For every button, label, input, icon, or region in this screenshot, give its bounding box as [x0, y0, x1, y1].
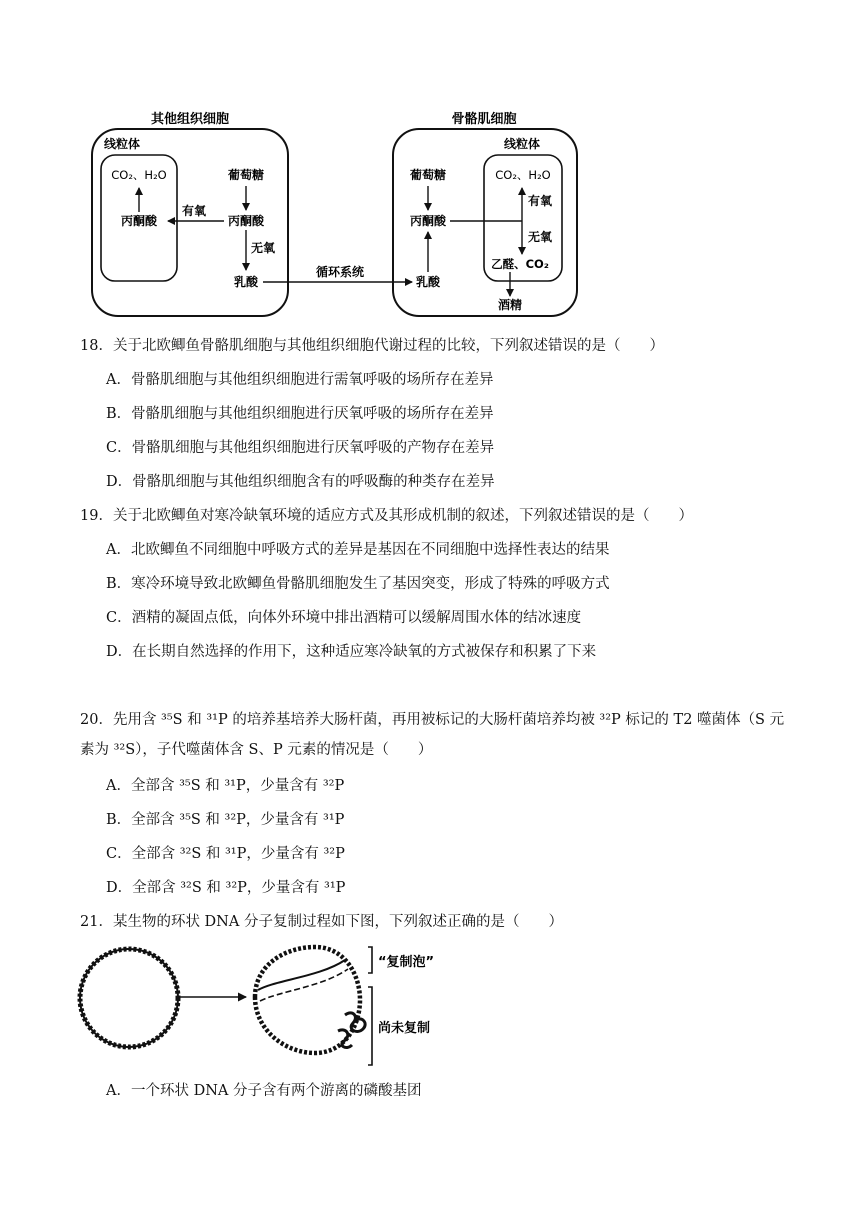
right-pyruvate: 丙酮酸 [409, 214, 447, 228]
dna-replication-diagram [0, 935, 860, 1075]
q20-option-a: A．全部含 ³⁵S 和 ³¹P，少量含有 ³²P [106, 778, 345, 794]
left-lactate: 乳酸 [233, 275, 259, 289]
replicating-dna [255, 947, 360, 1053]
q20-option-b: B．全部含 ³⁵S 和 ³²P，少量含有 ³¹P [106, 812, 345, 828]
right-acetaldehyde-co2: 乙醛、CO₂ [491, 257, 549, 271]
supercoil [338, 1013, 365, 1048]
q19-option-c: C．酒精的凝固点低，向体外环境中排出酒精可以缓解周围水体的结冰速度 [106, 610, 582, 626]
q21-option-a: A．一个环状 DNA 分子含有两个游离的磷酸基团 [106, 1083, 422, 1099]
q18-option-d: D．骨骼肌细胞与其他组织细胞含有的呼吸酶的种类存在差异 [106, 474, 495, 490]
circulation-label: 循环系统 [315, 265, 365, 279]
left-pyruvate-inner: 丙酮酸 [120, 214, 158, 228]
left-anaerobic-label: 无氧 [250, 241, 276, 255]
left-aerobic-label: 有氧 [181, 204, 207, 218]
q20-stem-line2: 素为 ³²S），子代噬菌体含 S、P 元素的情况是（ ） [80, 742, 433, 758]
q20-option-c: C．全部含 ³²S 和 ³¹P，少量含有 ³²P [106, 846, 345, 862]
right-mito-label: 线粒体 [503, 137, 541, 151]
metabolism-diagram [0, 0, 860, 330]
left-glucose: 葡萄糖 [227, 168, 265, 182]
q20-option-d: D．全部含 ³²S 和 ³²P，少量含有 ³¹P [106, 880, 346, 896]
bubble-label: “复制泡” [378, 955, 435, 970]
left-pyruvate: 丙酮酸 [227, 214, 265, 228]
right-aerobic-label: 有氧 [527, 194, 553, 208]
q19-stem: 19．关于北欧鲫鱼对寒冷缺氧环境的适应方式及其形成机制的叙述，下列叙述错误的是（ ） [80, 508, 693, 524]
bracket-unreplicated [368, 987, 372, 1065]
q18-stem: 18．关于北欧鲫鱼骨骼肌细胞与其他组织细胞代谢过程的比较，下列叙述错误的是（ ） [80, 338, 664, 354]
right-lactate: 乳酸 [415, 275, 441, 289]
q19-option-b: B．寒冷环境导致北欧鲫鱼骨骼肌细胞发生了基因突变，形成了特殊的呼吸方式 [106, 576, 610, 592]
q18-option-b: B．骨骼肌细胞与其他组织细胞进行厌氧呼吸的场所存在差异 [106, 406, 494, 422]
q20-stem-line1: 20．先用含 ³⁵S 和 ³¹P 的培养基培养大肠杆菌，再用被标记的大肠杆菌培养均被 ³²P 标记的 T2 噬菌体（S 元 [80, 712, 785, 728]
left-cell-title: 其他组织细胞 [150, 112, 230, 127]
q19-option-d: D．在长期自然选择的作用下，这种适应寒冷缺氧的方式被保存和积累了下来 [106, 644, 597, 660]
circular-dna-inner [80, 949, 178, 1047]
bracket-bubble [368, 947, 372, 973]
left-co2-h2o: CO₂、H₂O [111, 168, 167, 182]
q21-stem: 21．某生物的环状 DNA 分子复制过程如下图，下列叙述正确的是（ ） [80, 914, 563, 930]
right-glucose: 葡萄糖 [409, 168, 447, 182]
q18-option-c: C．骨骼肌细胞与其他组织细胞进行厌氧呼吸的产物存在差异 [106, 440, 495, 456]
q18-option-a: A．骨骼肌细胞与其他组织细胞进行需氧呼吸的场所存在差异 [106, 372, 494, 388]
right-co2-h2o: CO₂、H₂O [495, 168, 551, 182]
q19-option-a: A．北欧鲫鱼不同细胞中呼吸方式的差异是基因在不同细胞中选择性表达的结果 [106, 542, 610, 558]
left-mito-label: 线粒体 [104, 137, 141, 151]
right-alcohol: 酒精 [497, 298, 523, 312]
right-anaerobic-label: 无氧 [527, 230, 553, 244]
right-cell-title: 骨骼肌细胞 [451, 112, 517, 127]
unreplicated-label: 尚未复制 [378, 1021, 431, 1036]
